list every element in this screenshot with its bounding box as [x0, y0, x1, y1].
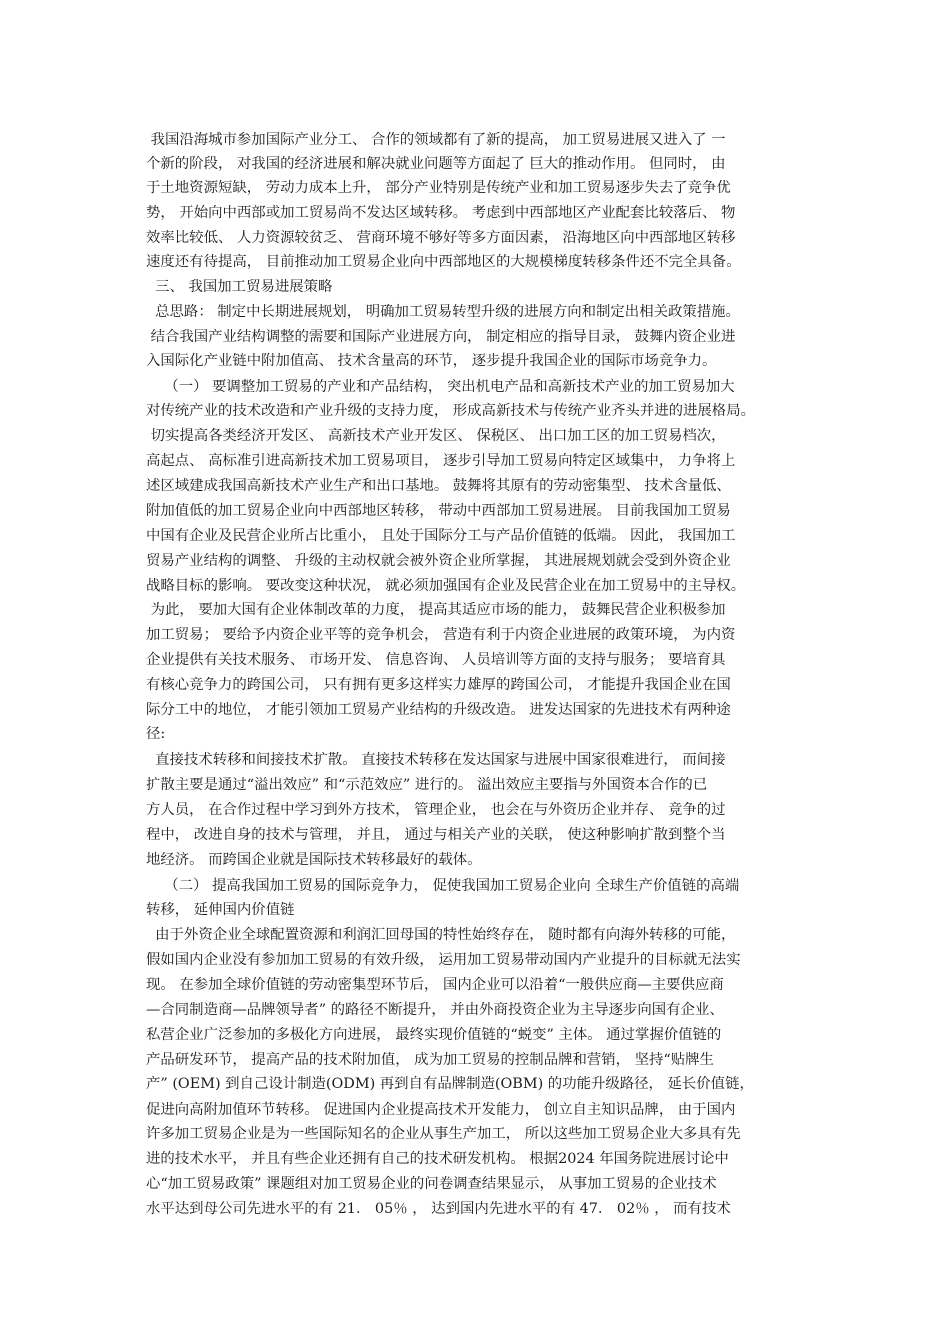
text-line: 有核心竞争力的跨国公司， 只有拥有更多这样实力雄厚的跨国公司， 才能提升我国企业在国 [146, 677, 731, 693]
text-line: （二） 提高我国加工贸易的国际竞争力， 促使我国加工贸易企业向 全球生产价值链的高端 [146, 878, 740, 894]
text-line: 地经济。 而跨国企业就是国际技术转移最好的载体。 [146, 852, 482, 868]
text-line: 进的技术水平， 并且有些企业还拥有自己的技术研发机构。 根据2024 年国务院进展讨论中 [146, 1151, 729, 1167]
text-line: 促进向高附加值环节转移。 促进国内企业提高技术开发能力， 创立自主知识品牌， 由于国内 [146, 1102, 736, 1118]
text-line: 战略目标的影响。 要改变这种状况， 就必须加强国有企业及民营企业在加工贸易中的主导权。 [146, 578, 746, 594]
text-line: 径: [146, 726, 166, 742]
text-line: 际分工中的地位， 才能引领加工贸易产业结构的升级改造。 进发达国家的先进技术有两种途 [146, 702, 731, 718]
text-line: 现。 在参加全球价值链的劳动密集型环节后， 国内企业可以沿着“一般供应商—主要供应商 [146, 977, 724, 993]
text-line: 结合我国产业结构调整的需要和国际产业进展方向， 制定相应的指导目录， 鼓舞内资企业进 [146, 329, 736, 345]
text-line: 直接技术转移和间接技术扩散。 直接技术转移在发达国家与进展中国家很难进行， 而间接 [146, 752, 726, 768]
text-line: 加工贸易； 要给予内资企业平等的竞争机会， 营造有利于内资企业进展的政策环境， 为内资 [146, 627, 736, 643]
text-line: 程中， 改进自身的技术与管理， 并且， 通过与相关产业的关联， 使这种影响扩散到整个当 [146, 827, 726, 843]
text-line: 贸易产业结构的调整、 升级的主动权就会被外资企业所掌握， 其进展规划就会受到外资企业 [146, 553, 731, 569]
text-line: 私营企业广泛参加的多极化方向进展， 最终实现价值链的“蜕变” 主体。 通过掌握价值链的 [146, 1027, 722, 1043]
text-line: 假如国内企业没有参加加工贸易的有效升级， 运用加工贸易带动国内产业提升的目标就无法实 [146, 952, 741, 968]
text-line: 企业提供有关技术服务、 市场开发、 信息咨询、 人员培训等方面的支持与服务； 要培育具 [146, 652, 726, 668]
text-line: —合同制造商—品牌领导者” 的路径不断提升， 并由外商投资企业为主导逐步向国有企业、 [146, 1002, 724, 1018]
text-line: 我国沿海城市参加国际产业分工、 合作的领域都有了新的提高， 加工贸易进展又进入了 一 [146, 132, 726, 148]
text-line: 产品研发环节， 提高产品的技术附加值， 成为加工贸易的控制品牌和营销， 坚持“贴牌生 [146, 1052, 714, 1068]
text-line: 势， 开始向中西部或加工贸易尚不发达区域转移。 考虑到中西部地区产业配套比较落后、 物 [146, 205, 736, 221]
text-line: 由于外资企业全球配置资源和利润汇回母国的特性始终存在， 随时都有向海外转移的可能， [146, 927, 736, 943]
section-heading: 三、 我国加工贸易进展策略 [146, 279, 333, 295]
text-line: 效率比较低、 人力资源较贫乏、 营商环境不够好等多方面因素， 沿海地区向中西部地区转移 [146, 230, 736, 246]
text-line: （一） 要调整加工贸易的产业和产品结构， 突出机电产品和高新技术产业的加工贸易加大 [146, 379, 735, 395]
text-line: 产” (OEM) 到自己设计制造(ODM) 再到自有品牌制造(OBM) 的功能升级路径， 延长价值链， [146, 1076, 754, 1092]
text-line: 心“加工贸易政策” 课题组对加工贸易企业的问卷调查结果显示， 从事加工贸易的企业技术 [146, 1176, 717, 1192]
text-line: 为此， 要加大国有企业体制改革的力度， 提高其适应市场的能力， 鼓舞民营企业积极参加 [146, 602, 726, 618]
text-line: 水平达到母公司先进水平的有 21． 05％ ， 达到国内先进水平的有 47． 02％ ， 而有技术 [146, 1201, 731, 1217]
text-line: 个新的阶段， 对我国的经济进展和解决就业问题等方面起了 巨大的推动作用。 但同时， 由 [146, 156, 726, 172]
text-line: 中国有企业及民营企业所占比重小， 且处于国际分工与产品价值链的低端。 因此， 我国加工 [146, 528, 736, 544]
text-line: 于土地资源短缺， 劳动力成本上升， 部分产业特别是传统产业和加工贸易逐步失去了竞争优 [146, 180, 731, 196]
text-line: 高起点、 高标准引进高新技术加工贸易项目， 逐步引导加工贸易向特定区域集中， 力争将上 [146, 453, 736, 469]
text-line: 扩散主要是通过“溢出效应” 和“示范效应” 进行的。 溢出效应主要指与外国资本合作的已 [146, 777, 708, 793]
text-line: 速度还有待提高， 目前推动加工贸易企业向中西部地区的大规模梯度转移条件还不完全具备。 [146, 254, 741, 270]
text-line: 附加值低的加工贸易企业向中西部地区转移， 带动中西部加工贸易进展。 目前我国加工贸易 [146, 503, 731, 519]
text-line: 方人员， 在合作过程中学习到外方技术， 管理企业， 也会在与外资历企业并存、 竞争的过 [146, 802, 726, 818]
text-line: 述区域建成我国高新技术产业生产和出口基地。 鼓舞将其原有的劳动密集型、 技术含量低、 [146, 478, 731, 494]
text-line: 总思路： 制定中长期进展规划， 明确加工贸易转型升级的进展方向和制定出相关政策措施。 [146, 304, 740, 320]
text-line: 切实提高各类经济开发区、 高新技术产业开发区、 保税区、 出口加工区的加工贸易档次， [146, 428, 726, 444]
text-line: 对传统产业的技术改造和产业升级的支持力度， 形成高新技术与传统产业齐头并进的进展格局。 [146, 403, 755, 419]
text-line: 入国际化产业链中附加值高、 技术含量高的环节， 逐步提升我国企业的国际市场竞争力。 [146, 353, 717, 369]
text-line: 许多加工贸易企业是为一些国际知名的企业从事生产加工， 所以这些加工贸易企业大多具有先 [146, 1126, 741, 1142]
text-line: 转移， 延伸国内价值链 [146, 902, 295, 918]
